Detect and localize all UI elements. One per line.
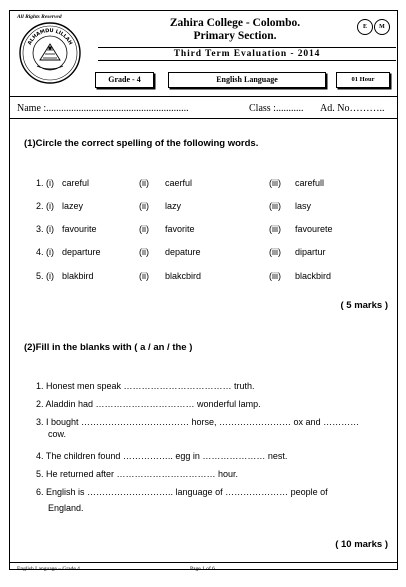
q2-item-text: 2. Aladdin had …………………………… wonderful lamp.: [36, 399, 261, 409]
crest-lettering: ALHAMDU LILLAH: [26, 27, 74, 47]
q2-item-text: 1. Honest men speak ……………………………… truth.: [36, 381, 255, 391]
q1-marks: ( 5 marks ): [340, 300, 388, 311]
q2-item-text: 3. I bought ……………………………… horse, …………………… ox and …………: [36, 417, 360, 427]
option-ii-label: (ii): [139, 224, 149, 234]
school-name: [150, 17, 320, 43]
class-field: Class :...........: [249, 103, 304, 114]
evaluation-title: Third Term Evaluation - 2014: [98, 47, 396, 61]
footer-divider: [9, 562, 398, 563]
page-border: [9, 10, 398, 570]
duration-box: 01 Hour: [336, 72, 390, 88]
option-ii-label: (ii): [139, 201, 149, 211]
q2-item[interactable]: [36, 469, 238, 479]
option-i-word[interactable]: departure: [62, 247, 101, 257]
option-number: 1. (i): [36, 178, 54, 188]
q2-item[interactable]: [36, 417, 360, 439]
q2-item[interactable]: [36, 381, 255, 391]
option-ii-label: (ii): [139, 271, 149, 281]
school-crest-logo: [19, 22, 81, 84]
option-number: 3. (i): [36, 224, 54, 234]
q2-item-continuation: England.: [48, 503, 84, 513]
q2-title: (2)Fill in the blanks with ( a / an / the ): [24, 342, 193, 353]
option-ii-label: (ii): [139, 247, 149, 257]
q2-item-text: 5. He returned after …………………………… hour.: [36, 469, 239, 479]
name-field: Name :.........................................................: [17, 103, 189, 114]
details-divider: [9, 118, 398, 119]
school-name-line1: Zahira College - Colombo.: [169, 17, 301, 29]
medium-m-badge: M: [374, 19, 390, 35]
footer-page-number: Page 1 of 6: [190, 566, 215, 572]
option-iii-word[interactable]: blackbird: [295, 271, 332, 281]
q2-item[interactable]: [36, 487, 328, 513]
option-iii-label: (iii): [269, 178, 281, 188]
option-i-word[interactable]: lazey: [62, 201, 84, 211]
option-iii-word[interactable]: lasy: [295, 201, 312, 211]
option-ii-label: (ii): [139, 178, 149, 188]
option-number: 4. (i): [36, 247, 54, 257]
option-number: 2. (i): [36, 201, 54, 211]
grade-box: Grade - 4: [95, 72, 154, 88]
option-iii-word[interactable]: carefull: [295, 178, 325, 188]
option-ii-word[interactable]: favorite: [165, 224, 195, 234]
option-i-word[interactable]: blakbird: [62, 271, 94, 281]
q2-item-text: 6. English is ……………………….. language of ………………… people of: [36, 487, 328, 497]
option-i-word[interactable]: careful: [62, 178, 90, 188]
footer-subject: English Language – Grade 4: [17, 566, 80, 572]
option-ii-word[interactable]: blakcbird: [165, 271, 202, 281]
option-iii-label: (iii): [269, 271, 281, 281]
admission-number-field: Ad. No………..: [320, 103, 385, 114]
option-ii-word[interactable]: depature: [165, 247, 201, 257]
option-iii-label: (iii): [269, 247, 281, 257]
rights-reserved: All Rights Reserved: [17, 14, 62, 20]
q2-item-continuation: cow.: [48, 429, 67, 439]
q2-item-text: 4. The children found …………….. egg in ………………… nest.: [36, 451, 288, 461]
option-ii-word[interactable]: lazy: [165, 201, 182, 211]
option-ii-word[interactable]: caerful: [165, 178, 193, 188]
option-iii-label: (iii): [269, 201, 281, 211]
school-name-line2: Primary Section.: [193, 30, 277, 42]
q2-marks: ( 10 marks ): [335, 539, 388, 550]
option-number: 5. (i): [36, 271, 54, 281]
option-iii-word[interactable]: favourete: [295, 224, 333, 234]
q2-item[interactable]: [36, 451, 287, 461]
option-iii-label: (iii): [269, 224, 281, 234]
q1-title: (1)Circle the correct spelling of the following words.: [24, 138, 259, 149]
subject-box: English Language: [168, 72, 326, 88]
option-i-word[interactable]: favourite: [62, 224, 97, 234]
option-iii-word[interactable]: dipartur: [295, 247, 326, 257]
q2-item[interactable]: [36, 399, 261, 409]
header-divider: [9, 96, 398, 97]
medium-e-badge: E: [357, 19, 373, 35]
